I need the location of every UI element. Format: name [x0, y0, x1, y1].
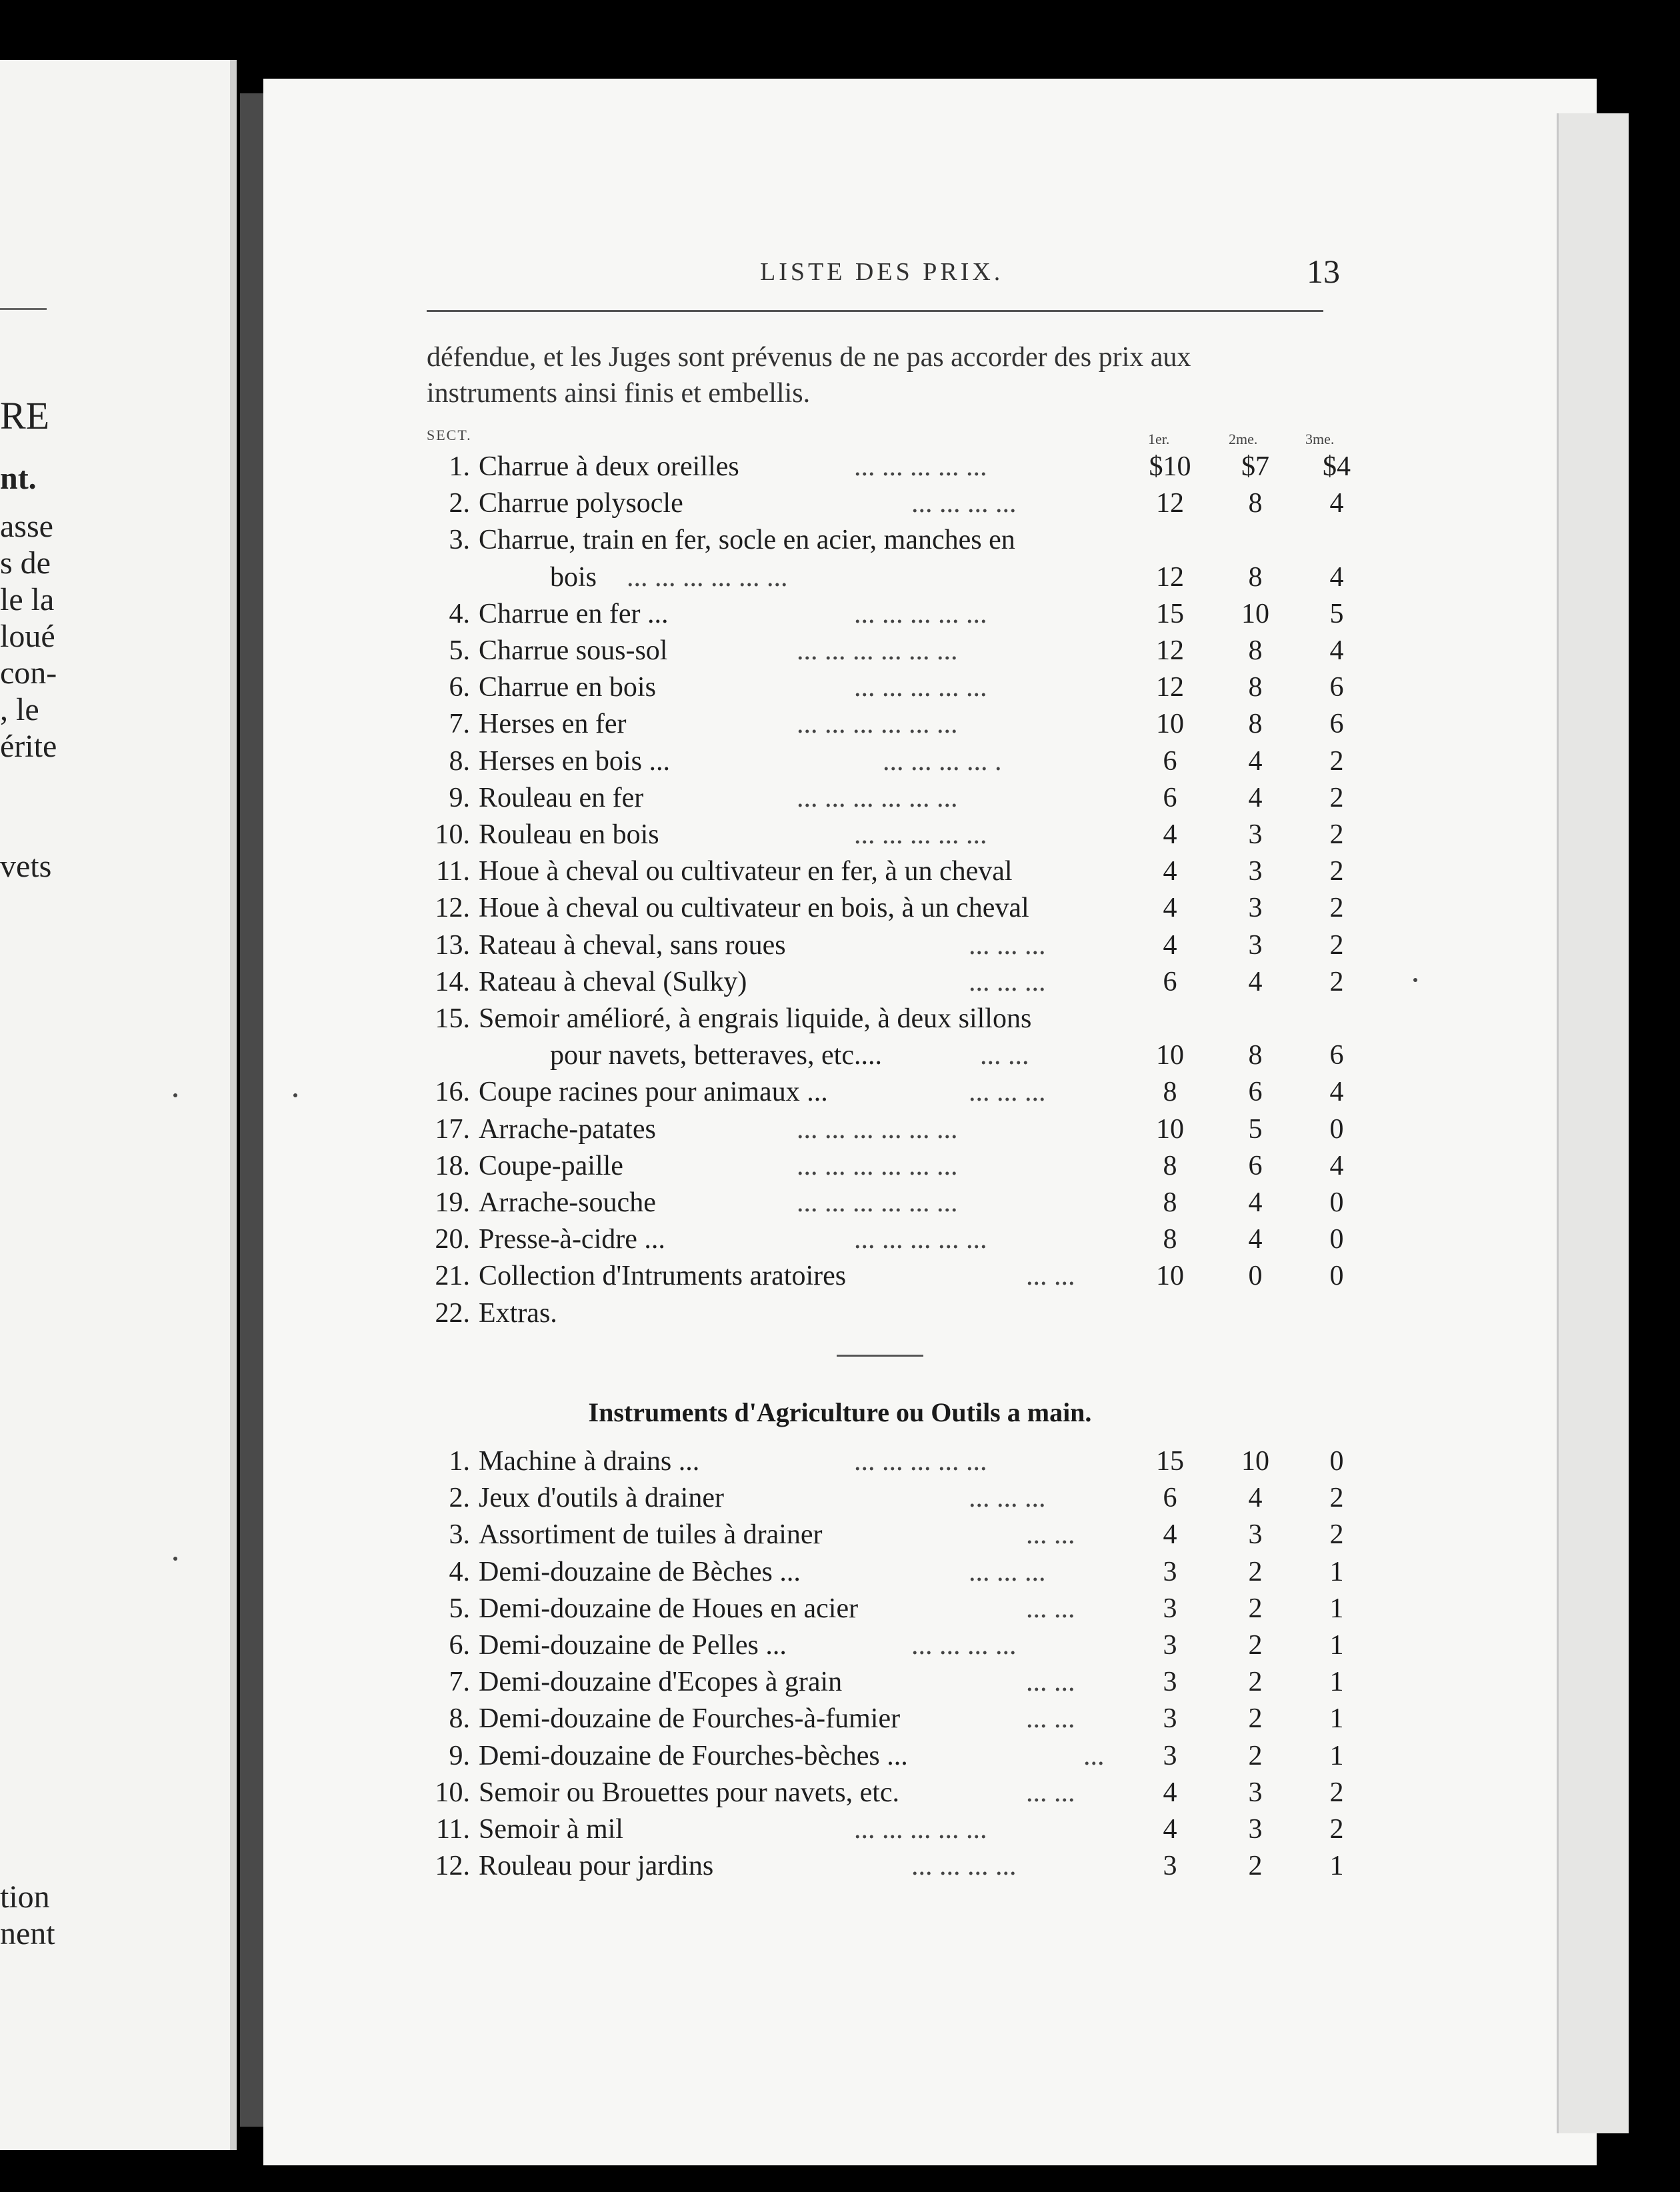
third-prize: 6 [1329, 1040, 1344, 1071]
third-prize: 1 [1329, 1740, 1344, 1771]
left-page-fragment: RE [0, 394, 50, 437]
first-prize: 6 [1163, 966, 1177, 997]
leader-dots: ... ... ... ... ... ... [797, 709, 958, 740]
third-prize: 2 [1329, 819, 1344, 850]
leader-dots: ... ... [1026, 1777, 1075, 1808]
first-prize: 4 [1163, 1814, 1177, 1845]
item-name: Coupe-paille [479, 1150, 623, 1181]
table-row [400, 708, 1347, 745]
item-name: Arrache-souche [479, 1187, 656, 1218]
second-prize: 8 [1248, 672, 1263, 703]
leader-dots: ... ... ... ... ... [854, 598, 987, 629]
third-prize: 1 [1329, 1556, 1344, 1587]
row-number: 6. [449, 672, 470, 703]
table-row [400, 1666, 1347, 1703]
third-prize: 4 [1329, 561, 1344, 593]
row-number: 11. [436, 1814, 470, 1845]
second-prize: 0 [1248, 1261, 1263, 1292]
row-number: 10. [435, 819, 470, 850]
item-name: Collection d'Intruments aratoires [479, 1261, 847, 1292]
table-row-continuation [400, 561, 1347, 599]
row-number: 21. [435, 1261, 470, 1292]
left-page-fragment: s de [0, 545, 51, 581]
table-row [400, 1629, 1347, 1667]
first-prize: 4 [1163, 893, 1177, 924]
table-row [400, 1556, 1347, 1593]
table-row [400, 1297, 1347, 1335]
leader-dots: ... ... ... [969, 966, 1046, 997]
second-prize: 4 [1248, 745, 1263, 777]
second-prize: 3 [1248, 856, 1263, 887]
table-row-continuation [400, 1039, 1347, 1077]
item-name: Rateau à cheval, sans roues [479, 929, 786, 961]
second-prize: 2 [1248, 1556, 1263, 1587]
item-name: Coupe racines pour animaux ... [479, 1077, 828, 1108]
scan-speck [173, 1557, 177, 1561]
first-prize: 10 [1156, 1040, 1184, 1071]
item-name: Rouleau pour jardins [479, 1851, 714, 1882]
leader-dots: ... ... [1026, 1667, 1075, 1698]
item-name-continuation: bois [550, 561, 597, 593]
table-row [400, 1482, 1347, 1519]
first-prize: 3 [1163, 1630, 1177, 1661]
row-number: 12. [435, 893, 470, 924]
left-page-fragment: , le [0, 692, 39, 727]
third-prize: 2 [1329, 1777, 1344, 1808]
third-prize: 1 [1329, 1593, 1344, 1624]
third-prize: 2 [1329, 782, 1344, 813]
third-prize: 0 [1329, 1187, 1344, 1218]
first-prize: 8 [1163, 1187, 1177, 1218]
left-page-fragment: con- [0, 655, 57, 691]
left-page-fragment: le la [0, 582, 55, 617]
third-prize: 1 [1329, 1630, 1344, 1661]
row-number: 10. [435, 1777, 470, 1808]
item-name: Extras. [479, 1297, 557, 1329]
second-prize: 8 [1248, 709, 1263, 740]
row-number: 3. [449, 525, 470, 556]
first-prize: $10 [1149, 451, 1191, 482]
item-name: Demi-douzaine de Houes en acier [479, 1593, 859, 1624]
first-prize: 3 [1163, 1740, 1177, 1771]
item-name: Charrue sous-sol [479, 635, 668, 666]
leader-dots: ... ... ... ... ... ... [797, 782, 958, 813]
table-row [400, 598, 1347, 635]
leader-dots: ... ... ... ... ... ... [797, 1113, 958, 1145]
row-number: 12. [435, 1851, 470, 1882]
table-row [400, 1593, 1347, 1630]
second-prize-header: 2me. [1229, 431, 1258, 447]
row-number: 1. [449, 1446, 470, 1477]
item-name: Houe à cheval ou cultivateur en bois, à un cheval [479, 893, 1029, 924]
table-row [400, 1777, 1347, 1814]
row-number: 5. [449, 1593, 470, 1624]
row-number: 9. [449, 1740, 470, 1771]
intro-line-2: instruments ainsi finis et embellis. [427, 378, 811, 409]
left-page-fragment: tion [0, 1879, 50, 1915]
item-name: Houe à cheval ou cultivateur en fer, à un cheval [479, 856, 1013, 887]
header-rule [427, 310, 1323, 312]
second-prize: 10 [1241, 598, 1269, 629]
item-name: Semoir à mil [479, 1814, 623, 1845]
row-number: 2. [449, 1483, 470, 1514]
row-number: 17. [435, 1113, 470, 1145]
row-number: 7. [449, 709, 470, 740]
second-prize: 4 [1248, 966, 1263, 997]
scan-speck [293, 1093, 297, 1097]
row-number: 22. [435, 1297, 470, 1329]
third-prize: 2 [1329, 856, 1344, 887]
third-prize: 4 [1329, 1077, 1344, 1108]
leader-dots: ... ... ... ... [911, 1630, 1017, 1661]
second-prize: 2 [1248, 1740, 1263, 1771]
row-number: 5. [449, 635, 470, 666]
left-facing-page [0, 60, 237, 2150]
left-page-fragment: loué [0, 619, 55, 654]
third-prize: 0 [1329, 1224, 1344, 1255]
item-name: Arrache-patates [479, 1113, 656, 1145]
first-prize: 12 [1156, 488, 1184, 519]
third-prize: 2 [1329, 966, 1344, 997]
left-page-fragment: érite [0, 729, 57, 764]
first-prize: 4 [1163, 1777, 1177, 1808]
second-prize: 8 [1248, 635, 1263, 666]
table-row [400, 855, 1347, 893]
item-name: Herses en fer [479, 709, 627, 740]
third-prize: 1 [1329, 1667, 1344, 1698]
table-row [400, 745, 1347, 783]
table-row [400, 1740, 1347, 1777]
item-name: Rouleau en fer [479, 782, 644, 813]
third-prize: 6 [1329, 709, 1344, 740]
third-prize: 2 [1329, 1519, 1344, 1551]
second-prize: $7 [1241, 451, 1269, 482]
item-name: Semoir ou Brouettes pour navets, etc. [479, 1777, 900, 1808]
item-name: Charrue en bois [479, 672, 656, 703]
second-prize: 8 [1248, 488, 1263, 519]
row-number: 7. [449, 1667, 470, 1698]
second-prize: 8 [1248, 1040, 1263, 1071]
row-number: 16. [435, 1077, 470, 1108]
second-prize: 4 [1248, 1224, 1263, 1255]
row-number: 3. [449, 1519, 470, 1551]
item-name-continuation: pour navets, betteraves, etc.... [550, 1040, 882, 1071]
leader-dots: ... ... ... [969, 929, 1046, 961]
item-name: Herses en bois ... [479, 745, 670, 777]
table-row [400, 1850, 1347, 1887]
first-prize: 6 [1163, 1483, 1177, 1514]
row-number: 4. [449, 1556, 470, 1587]
third-prize: 4 [1329, 488, 1344, 519]
row-number: 2. [449, 488, 470, 519]
leader-dots: ... ... ... ... . [883, 745, 1002, 777]
row-number: 14. [435, 966, 470, 997]
first-prize: 4 [1163, 819, 1177, 850]
leader-dots: ... ... ... ... ... [854, 1446, 987, 1477]
second-prize: 3 [1248, 1519, 1263, 1551]
table-row [400, 671, 1347, 709]
first-prize: 3 [1163, 1556, 1177, 1587]
leader-dots: ... ... ... ... ... ... [797, 1187, 958, 1218]
leader-dots: ... ... ... ... ... [854, 1224, 987, 1255]
third-prize: 0 [1329, 1446, 1344, 1477]
left-page-fragment: vets [0, 849, 52, 884]
row-number: 20. [435, 1224, 470, 1255]
table-row [400, 966, 1347, 1003]
first-prize: 3 [1163, 1593, 1177, 1624]
third-prize: 4 [1329, 1150, 1344, 1181]
left-page-fragment: nent [0, 1916, 55, 1951]
first-prize: 12 [1156, 672, 1184, 703]
leader-dots: ... ... ... ... ... ... [797, 635, 958, 666]
leader-dots: ... ... [980, 1040, 1029, 1071]
third-prize: 6 [1329, 672, 1344, 703]
item-name: Machine à drains ... [479, 1446, 700, 1477]
third-prize: 0 [1329, 1113, 1344, 1145]
table-row [400, 487, 1347, 525]
leader-dots: ... ... ... [969, 1077, 1046, 1108]
third-prize: $4 [1323, 451, 1351, 482]
third-prize: 1 [1329, 1703, 1344, 1735]
first-prize: 4 [1163, 856, 1177, 887]
page-number: 13 [1307, 253, 1340, 290]
row-number: 18. [435, 1150, 470, 1181]
leader-dots: ... ... [1026, 1519, 1075, 1551]
item-name: Rateau à cheval (Sulky) [479, 966, 747, 997]
third-prize: 4 [1329, 635, 1344, 666]
item-name: Presse-à-cidre ... [479, 1224, 665, 1255]
row-number: 8. [449, 745, 470, 777]
table-row [400, 635, 1347, 672]
third-prize: 2 [1329, 893, 1344, 924]
leader-dots: ... ... ... [969, 1556, 1046, 1587]
third-prize: 2 [1329, 1814, 1344, 1845]
row-number: 1. [449, 451, 470, 482]
table-row [400, 892, 1347, 929]
section-title: Instruments d'Agriculture ou Outils a main. [588, 1397, 1092, 1427]
leader-dots: ... ... ... ... ... [854, 672, 987, 703]
first-prize: 4 [1163, 1519, 1177, 1551]
item-name: Demi-douzaine de Fourches-à-fumier [479, 1703, 901, 1735]
row-number: 6. [449, 1630, 470, 1661]
second-prize: 4 [1248, 782, 1263, 813]
first-prize: 15 [1156, 598, 1184, 629]
second-prize: 3 [1248, 893, 1263, 924]
scan-speck [1413, 978, 1417, 982]
table-row [400, 1003, 1347, 1040]
first-prize: 8 [1163, 1150, 1177, 1181]
row-number: 8. [449, 1703, 470, 1735]
table-row [400, 1076, 1347, 1113]
sect-column-header: SECT. [427, 427, 472, 443]
table-row [400, 1223, 1347, 1261]
leader-dots: ... ... [1026, 1593, 1075, 1624]
item-name: Charrue en fer ... [479, 598, 669, 629]
running-title: LISTE DES PRIX. [760, 258, 1004, 286]
leader-dots: ... ... ... ... ... [854, 451, 987, 482]
third-prize: 2 [1329, 929, 1344, 961]
second-prize: 2 [1248, 1667, 1263, 1698]
table-row [400, 1445, 1347, 1483]
row-number: 15. [435, 1003, 470, 1034]
section-divider [837, 1355, 923, 1357]
second-prize: 3 [1248, 1777, 1263, 1808]
row-number: 13. [435, 929, 470, 961]
second-prize: 10 [1241, 1446, 1269, 1477]
second-prize: 2 [1248, 1851, 1263, 1882]
table-row [400, 1113, 1347, 1151]
item-name: Semoir amélioré, à engrais liquide, à deux sillons [479, 1003, 1032, 1034]
left-page-fragment: nt. [0, 461, 37, 496]
first-prize: 3 [1163, 1667, 1177, 1698]
item-name: Demi-douzaine de Pelles ... [479, 1630, 787, 1661]
row-number: 11. [436, 856, 470, 887]
third-prize: 2 [1329, 745, 1344, 777]
third-prize: 5 [1329, 598, 1344, 629]
second-prize: 2 [1248, 1593, 1263, 1624]
second-prize: 2 [1248, 1630, 1263, 1661]
item-name: Jeux d'outils à drainer [479, 1483, 724, 1514]
leader-dots: ... ... ... ... [911, 1851, 1017, 1882]
table-row [400, 782, 1347, 819]
table-row [400, 451, 1351, 488]
table-row [400, 524, 1347, 561]
second-prize: 8 [1248, 561, 1263, 593]
first-prize: 12 [1156, 561, 1184, 593]
table-row [400, 1150, 1347, 1187]
page-edge [1557, 113, 1629, 2133]
table-row [400, 1260, 1347, 1297]
table-row [400, 1519, 1347, 1556]
left-page-fragment: asse [0, 509, 53, 544]
first-prize: 3 [1163, 1703, 1177, 1735]
row-number: 9. [449, 782, 470, 813]
scan-speck [173, 1093, 177, 1097]
first-prize: 6 [1163, 745, 1177, 777]
item-name: Demi-douzaine d'Ecopes à grain [479, 1667, 843, 1698]
table-row [400, 929, 1347, 967]
second-prize: 4 [1248, 1187, 1263, 1218]
first-prize: 12 [1156, 635, 1184, 666]
first-prize: 8 [1163, 1077, 1177, 1108]
row-number: 19. [435, 1187, 470, 1218]
leader-dots: ... [1083, 1740, 1105, 1771]
item-name: Charrue, train en fer, socle en acier, manches en [479, 525, 1015, 556]
third-prize: 1 [1329, 1851, 1344, 1882]
second-prize: 4 [1248, 1483, 1263, 1514]
first-prize: 10 [1156, 1261, 1184, 1292]
table-row [400, 819, 1347, 856]
first-prize: 10 [1156, 709, 1184, 740]
table-row [400, 1703, 1347, 1740]
item-name: Charrue polysocle [479, 488, 683, 519]
second-prize: 3 [1248, 1814, 1263, 1845]
left-page-rule [0, 308, 47, 310]
item-name: Charrue à deux oreilles [479, 451, 739, 482]
book-gutter [240, 93, 267, 2127]
row-number: 4. [449, 598, 470, 629]
second-prize: 6 [1248, 1150, 1263, 1181]
first-prize: 4 [1163, 929, 1177, 961]
leader-dots: ... ... ... ... ... ... [797, 1150, 958, 1181]
leader-dots: ... ... ... [969, 1483, 1046, 1514]
leader-dots: ... ... [1026, 1261, 1075, 1292]
third-prize-header: 3me. [1305, 431, 1335, 447]
leader-dots: ... ... ... ... ... [854, 819, 987, 850]
leader-dots: ... ... ... ... ... [854, 1814, 987, 1845]
second-prize: 5 [1248, 1113, 1263, 1145]
item-name: Demi-douzaine de Fourches-bèches ... [479, 1740, 908, 1771]
leader-dots: ... ... ... ... [911, 488, 1017, 519]
leader-dots: ... ... [1026, 1703, 1075, 1735]
first-prize: 6 [1163, 782, 1177, 813]
first-prize: 8 [1163, 1224, 1177, 1255]
table-row [400, 1813, 1347, 1851]
second-prize: 3 [1248, 929, 1263, 961]
third-prize: 2 [1329, 1483, 1344, 1514]
item-name: Assortiment de tuiles à drainer [479, 1519, 823, 1551]
first-prize: 15 [1156, 1446, 1184, 1477]
leader-dots: ... ... ... ... ... ... [627, 561, 788, 593]
table-row [400, 1187, 1347, 1224]
first-prize-header: 1er. [1148, 431, 1170, 447]
second-prize: 2 [1248, 1703, 1263, 1735]
item-name: Rouleau en bois [479, 819, 659, 850]
second-prize: 3 [1248, 819, 1263, 850]
intro-line-1: défendue, et les Juges sont prévenus de ne pas accorder des prix aux [427, 342, 1191, 373]
item-name: Demi-douzaine de Bèches ... [479, 1556, 801, 1587]
second-prize: 6 [1248, 1077, 1263, 1108]
third-prize: 0 [1329, 1261, 1344, 1292]
first-prize: 10 [1156, 1113, 1184, 1145]
first-prize: 3 [1163, 1851, 1177, 1882]
